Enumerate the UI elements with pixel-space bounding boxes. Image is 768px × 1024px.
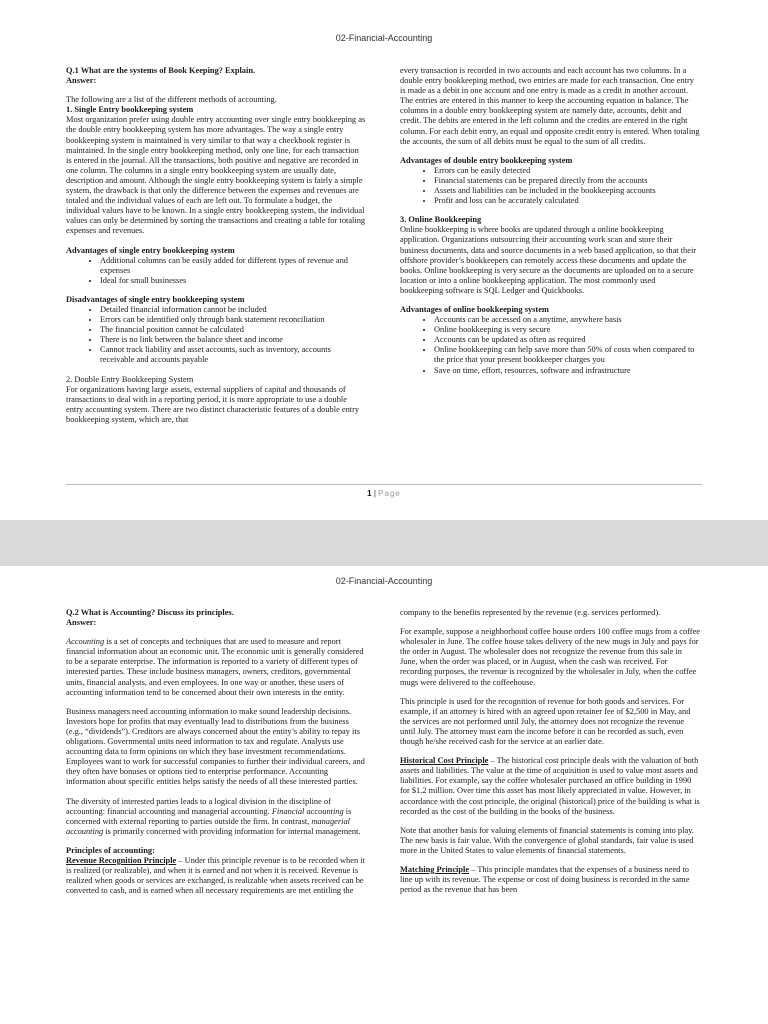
fair-value-paragraph: Note that another basis for valuing elements of financial statements is coming into play. The new basis is fair value. With the convergence of global standards, fair value is used more in the United States to value elements of financial statements. (400, 825, 694, 855)
page-footer (0, 489, 768, 498)
section-double-entry-body: For organizations having large assets, external suppliers of capital and thousands of transactions to deal with in a reporting period, it is more appropriate to use a double entry accounting system. There are two distinct characteristic features of a double entry bookkeeping system, which are, that (66, 384, 360, 424)
services-example: This principle is used for the recognition of revenue for both goods and services. For example, if an attorney is hired with an agreed upon retainer fee of $2,500 in May, and the services are not performed until July, the attorney does not recognize the revenue until July. The attorney must earn the income before it can be recorded as such, even though he/she received cash for the service at an earlier date. (400, 696, 691, 747)
list-item: • Errors can be identified only through bank statement reconciliation (100, 315, 366, 325)
accounting-definition (66, 637, 366, 698)
right-column (400, 608, 700, 904)
list-item: • Accounts can be updated as often as required (434, 335, 700, 345)
document-page-2 (0, 566, 768, 1024)
division-text-c: is primarily concerned with providing information for internal management. (103, 826, 361, 836)
page-header: 02-Financial-Accounting (335, 33, 433, 43)
section-online-body: Online bookkeeping is where books are updated through a online bookkeeping application. Organizations outsourcing their accounting work scan and store their business documents, data and source documents in a web based application, so that their offshore provider’s bookkeepers can remotely access these documents and update the books. Online bookkeeping is very secure as the documents are uploaded on to a secure location or into a online bookkeeping application. The most commonly used bookkeeping software is SQL Ledger and Quickbooks. (400, 225, 697, 295)
left-column (66, 608, 366, 905)
double-entry-continued: every transaction is recorded in two accounts and each account has two columns. In a double entry bookkeeping method, two entries are made for each transaction. One entry is made as a debit in one account and one entry is made as a credit in another account. The entries are entered in this manner to keep the accounting equation in balance. The columns in a double entry bookkeeping system are namely date, accounts, debit and credit. The debits are entered in the left column and the credits are entered in the right column. For each debit entry, an equal and opposite credit entry is entered. When totaling the accounts, the sum of all debits must be equal to the sum of all credits. (400, 66, 700, 146)
coffee-example: For example, suppose a neighborhood coffee house orders 100 coffee mugs from a coffee wholesaler in June. The coffee house takes delivery of the new mugs in July and pays for the order in August. The wholesaler does not recognize the revenue from this sale in June, when the order was placed, or in August, when the cash was received. For recording purposes, the revenue is recognized by the wholesaler in July, when the coffee mugs were delivered to the coffeehouse. (400, 627, 701, 687)
division-paragraph (66, 797, 366, 837)
matching-paragraph (400, 865, 700, 895)
list-item: • Ideal for small businesses (100, 276, 366, 286)
list-item: • Accounts can be accessed on a anytime, anywhere basis (434, 315, 700, 325)
footer-divider (66, 484, 702, 485)
list-item: • Online bookkeeping is very secure (434, 325, 700, 335)
historical-cost-paragraph (400, 756, 700, 817)
dis-single-title: Disadvantages of single entry bookkeeping system (66, 294, 245, 304)
page-number: 1 (367, 489, 372, 498)
accounting-term: Accounting (66, 637, 105, 647)
historical-cost-body: – The historical cost principle deals with the valuation of both assets and liabilities. The value at the time of acquisition is used to value most assets and liabilities. For example, say the coffee wholesaler purchased an office building in 1990 for $1.2 million. Over time this asset has most likely appreciated in value. However, in accordance with the cost principle, the original (historical) price of the building is what is recorded as the cost of the building in the books of the business. (400, 756, 700, 816)
adv-single-title: Advantages of single entry bookkeeping system (66, 245, 235, 255)
adv-online-list (400, 315, 700, 376)
footer-separator: | (373, 489, 376, 498)
answer-label: Answer: (66, 76, 97, 86)
section-double-entry-title: 2. Double Entry Bookkeeping System (66, 374, 194, 384)
list-item: • There is no link between the balance sheet and income (100, 335, 366, 345)
revenue-recognition-title: Revenue Recognition Principle (66, 855, 177, 865)
page-header: 02-Financial-Accounting (335, 576, 433, 586)
adv-single-list (66, 256, 366, 286)
revenue-recognition-paragraph (66, 856, 366, 896)
list-item: • Cannot track liability and asset accounts, such as inventory, accounts receivable and accounts payable (100, 345, 366, 365)
list-item: • The financial position cannot be calculated (100, 325, 366, 335)
historical-cost-title: Historical Cost Principle (400, 756, 489, 766)
list-item: • Detailed financial information cannot be included (100, 305, 366, 315)
financial-accounting-term: Financial accounting (271, 806, 344, 816)
division-text-a: The diversity of interested parties leads to a logical division in the discipline of accounting: financial accounting and managerial accounting. (66, 796, 331, 816)
revenue-recognition-body: – Under this principle revenue is to be recorded when it is realized (or realizable), and when it is earned and not when it is received. Revenue is realized when goods or services are exchanged, is realizable when assets received can be converted to cash, and is earned when all necessary requirements are met entitling the (66, 855, 365, 896)
list-item: • Online bookkeeping can help save more than 50% of costs when compared to the price that your present bookkeeper charges you (434, 345, 700, 365)
footer-page-word: Page (378, 489, 401, 498)
section-single-entry-title: 1. Single Entry bookkeeping system (66, 105, 194, 115)
division-text-b: is concerned with external reporting to parties outside the firm. In contrast, (66, 806, 352, 826)
adv-online-title: Advantages of online bookkeeping system (400, 304, 549, 314)
list-item: • Profit and loss can be accurately calculated (434, 196, 700, 206)
right-column (400, 66, 700, 385)
answer-label: Answer: (66, 618, 97, 628)
dis-single-list (66, 305, 366, 366)
matching-title: Matching Principle (400, 864, 470, 874)
question-2-title: Q.2 What is Accounting? Discuss its principles. (66, 608, 234, 617)
users-paragraph: Business managers need accounting information to make sound leadership decisions. Investors hope for profits that may eventually lead to distributions from the business (e.g., “dividends”). Creditors are always concerned about the entity’s ability to repay its obligations. Governmental units need information to tax and regulate. Analysts use accounting data to form opinions on which they base investment recommendations. Employees want to work for successful companies to further their individual careers, and they often have bonuses or options tied to enterprise performance. Accounting information about specific entities helps satisfy the needs of all these interested parties. (66, 706, 365, 787)
left-column (66, 66, 366, 434)
question-1-title: Q.1 What are the systems of Book Keeping? Explain. (66, 66, 256, 75)
list-item: • Save on time, effort, resources, software and infrastructure (434, 366, 700, 376)
adv-double-title: Advantages of double entry bookkeeping system (400, 155, 573, 165)
matching-body: – This principle mandates that the expenses of a business need to line up with its revenue. The expense or cost of doing business is recorded in the same period as the revenue that has been (400, 864, 690, 895)
section-single-entry-body: Most organization prefer using double entry accounting over single entry bookkeeping as the double entry bookkeeping system has more advantages. The way a single entry bookkeeping system is maintained is very similar to that way a checkbook register is maintained. In the single entry bookkeeping method, only one line, for each transaction is entered in the journal. All the transactions, both positive and negative are recorded in one column. The columns in a single entry bookkeeping system are usually date, description and amount. Although the single entry bookkeeping system is fairly a simple system, the drawback is that only the difference between the expenses and revenues are totaled and the individual values of each are left out. To formulate a budget, the individual values have to be known. In a single entry bookkeeping system, the individual values can only be determined by sorting the transactions and creating a table for totaling expenses and revenues. (66, 115, 366, 236)
accounting-definition-text: is a set of concepts and techniques that are used to measure and report financial information about an economic unit. The economic unit is generally considered to be a separate enterprise. The information is reported to a variety of different types of interested parties. These include business managers, owners, creditors, governmental units, financial analysts, and even employees. In one way or another, these users of accounting information tend to be concerned about their own interests in the entity. (66, 637, 364, 697)
adv-double-list (400, 166, 700, 206)
revenue-continued: company to the benefits represented by the revenue (e.g. services performed). (400, 608, 661, 617)
principles-title: Principles of accounting: (66, 845, 155, 855)
managerial-accounting-term: managerial accounting (66, 816, 350, 836)
list-item: • Financial statements can be prepared directly from the accounts (434, 176, 700, 186)
list-item: • Additional columns can be easily added for different types of revenue and expenses (100, 256, 366, 276)
list-item: • Errors can be easily detected (434, 166, 700, 176)
intro-text: The following are a list of the different methods of accounting. (66, 95, 277, 105)
section-online-title: 3. Online Bookkeeping (400, 215, 482, 225)
list-item: • Assets and liabilities can be included in the bookkeeping accounts (434, 186, 700, 196)
